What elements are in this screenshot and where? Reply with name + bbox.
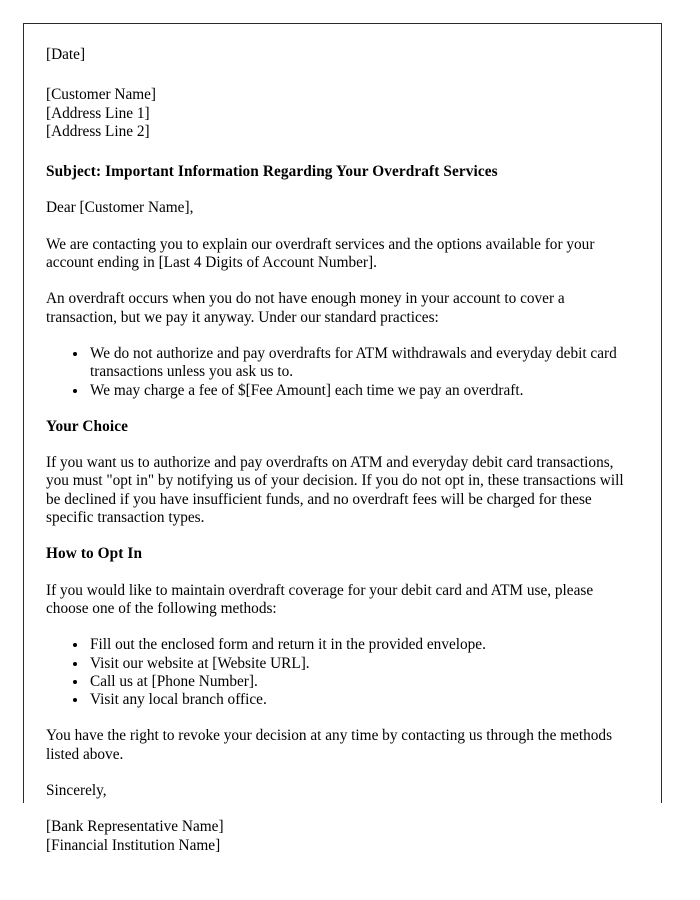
how-to-opt-in-heading: How to Opt In <box>46 545 143 563</box>
closing-salutation: Sincerely, <box>46 782 107 800</box>
document-page <box>23 23 662 854</box>
subject-heading: Subject: Important Information Regarding Your Overdraft Services <box>46 163 498 181</box>
list-item: • Visit our website at [Website URL]. <box>88 655 631 673</box>
revoke-rights-paragraph: You have the right to revoke your decision at any time by contacting us through the methods listed above. <box>46 727 613 763</box>
signature-block <box>46 818 631 855</box>
recipient-address-block <box>46 86 631 141</box>
list-item: • Fill out the enclosed form and return it in the provided envelope. <box>88 636 631 654</box>
overdraft-definition-paragraph: An overdraft occurs when you do not have enough money in your account to cover a transaction, but we pay it anyway. Under our standard practices: <box>46 290 565 326</box>
list-item: • Call us at [Phone Number]. <box>88 673 631 691</box>
list-item: • Visit any local branch office. <box>88 691 631 709</box>
salutation: Dear [Customer Name], <box>46 199 194 217</box>
list-item: • We may charge a fee of $[Fee Amount] each time we pay an overdraft. <box>88 382 631 400</box>
signature-line-institution: [Financial Institution Name] <box>46 836 221 854</box>
your-choice-heading: Your Choice <box>46 417 128 435</box>
opt-in-methods-list <box>46 636 631 709</box>
your-choice-paragraph: If you want us to authorize and pay overdrafts on ATM and everyday debit card transactions, you must "opt in" by notifying us of your decision. If you do not opt in, these transactions will be declined if you have insufficient funds, and no overdraft fees will be charged for these specific transaction types. <box>46 454 624 527</box>
list-item: • We do not authorize and pay overdrafts for ATM withdrawals and everyday debit card transactions unless you ask us to. <box>88 345 631 382</box>
standard-practices-list <box>46 345 631 400</box>
letter-body <box>46 46 631 855</box>
recipient-line-address-2: [Address Line 2] <box>46 122 150 140</box>
date-placeholder: [Date] <box>46 46 86 63</box>
how-to-opt-in-paragraph: If you would like to maintain overdraft coverage for your debit card and ATM use, please choose one of the following methods: <box>46 581 594 617</box>
recipient-line-address-1: [Address Line 1] <box>46 104 150 122</box>
signature-line-representative: [Bank Representative Name] <box>46 818 224 836</box>
recipient-line-customer-name: [Customer Name] <box>46 86 157 104</box>
intro-paragraph: We are contacting you to explain our overdraft services and the options available for your account ending in [Last 4 Digits of Account Number]. <box>46 235 595 272</box>
